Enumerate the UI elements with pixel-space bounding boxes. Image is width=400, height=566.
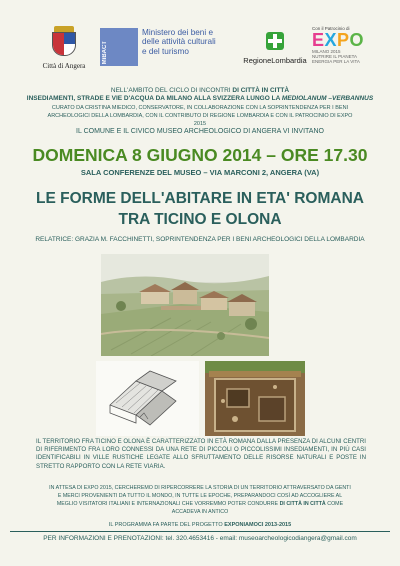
event-venue: SALA CONFERENZE DEL MUSEO – VIA MARCONI 2, ANGERA (VA) xyxy=(80,168,320,177)
expo-patronage: Con il Patrocinio di xyxy=(312,26,350,31)
regione-rose-icon xyxy=(266,32,284,50)
mibact-text: Ministero dei beni e delle attività culturali e del turismo xyxy=(142,28,216,56)
title-line2: TRA TICINO E OLONA xyxy=(118,211,282,228)
roman-villa-illustration xyxy=(101,254,269,356)
crest-icon xyxy=(51,26,77,58)
angera-logo xyxy=(40,26,88,70)
excavation-photo xyxy=(205,361,305,436)
mibact-mark-icon xyxy=(100,28,138,66)
regione-label: RegioneLombardia xyxy=(243,56,307,65)
mibact-logo xyxy=(100,28,215,68)
intro-line3: CURATO DA CRISTINA MIEDICO, CONSERVATORE, IN COLLABORAZIONE CON LA SOPRINTENDENZA PER I BENI ARCHEOLOGICI DELLA LOMBARDIA, CON IL CONTRIBUTO DI REGIONE LOMBARDIA E CON IL PATROCINIO DI EXPO 2015 xyxy=(47,105,353,127)
expo-wordmark: EXPO xyxy=(312,30,365,50)
program-note: IL PROGRAMMA FA PARTE DEL PROGETTO EXPONIAMOCI 2013-2015 xyxy=(108,522,292,528)
angera-label: Città di Angera xyxy=(42,62,86,70)
expo-city: MILANO 2015 xyxy=(312,49,341,54)
expo-motto: NUTRIRE IL PIANETA ENERGIA PER LA VITA xyxy=(312,54,360,64)
regione-logo xyxy=(240,32,310,65)
expo-note: IN ATTESA DI EXPO 2015, CERCHEREMO DI RIPERCORRERE LA STORIA DI UN TERRITORIO ATTRAVERSATO DA GENTI E MERCI PROVENIENTI DA TUTTO IL MONDO, IN TUTTE LE EPOCHE, PREPARANDOCI COSÌ AD ACCOGLIERE AL MEGLIO VISITATORI ITALIANI E INTERNAZIONALI CHE VORREMMO POTER CONDURRE DI CITTÀ IN CITTÀ COME ACCADEVA IN ANTICO xyxy=(49,485,351,515)
expo-logo xyxy=(312,26,372,64)
title-line1: LE FORME DELL'ABITARE IN ETA' ROMANA xyxy=(36,190,364,207)
contact-footer: PER INFORMAZIONI E PRENOTAZIONI: tel. 320.4653416 - email: museoarcheologicodiangera@gmail.com xyxy=(43,535,357,542)
intro-line1: NELL'AMBITO DEL CICLO DI INCONTRI DI CITTÀ IN CITTÀ xyxy=(110,87,290,94)
speaker: RELATRICE: GRAZIA M. FACCHINETTI, SOPRINTENDENZA PER I BENI ARCHEOLOGICI DELLA LOMBARDIA xyxy=(35,236,365,243)
logo-row xyxy=(0,26,400,82)
invite-line: IL COMUNE E IL CIVICO MUSEO ARCHEOLOGICO DI ANGERA VI INVITANO xyxy=(76,128,324,135)
event-date: DOMENICA 8 GIUGNO 2014 – ORE 17.30 xyxy=(32,145,368,165)
mibact-tag: MiBACT xyxy=(102,40,108,64)
description: IL TERRITORIO FRA TICINO E OLONA È CARATTERIZZATO IN ETÀ ROMANA DALLA PRESENZA DI ALCUNI CENTRI DI RIFERIMENTO FRA LORO CONNESSI DA UNA RETE DI PICCOLI O PICCOLISSIMI INSEDIAMENTI, IN PIÙ CASI IDENTIFICABILI IN VILLE RUSTICHE LEGATE ALLO SFRUTTAMENTO DELLE RISORSE NATURALI E POSTE IN STRETTO RAPPORTO CON LA RETE VIARIA. xyxy=(36,438,366,470)
intro-line2: INSEDIAMENTI, STRADE E VIE D'ACQUA DA MILANO ALLA SVIZZERA LUNGO LA MEDIOLANUM –VERBANNUS xyxy=(26,95,374,102)
footer-divider xyxy=(10,531,390,532)
hut-cutaway-drawing xyxy=(96,361,199,436)
